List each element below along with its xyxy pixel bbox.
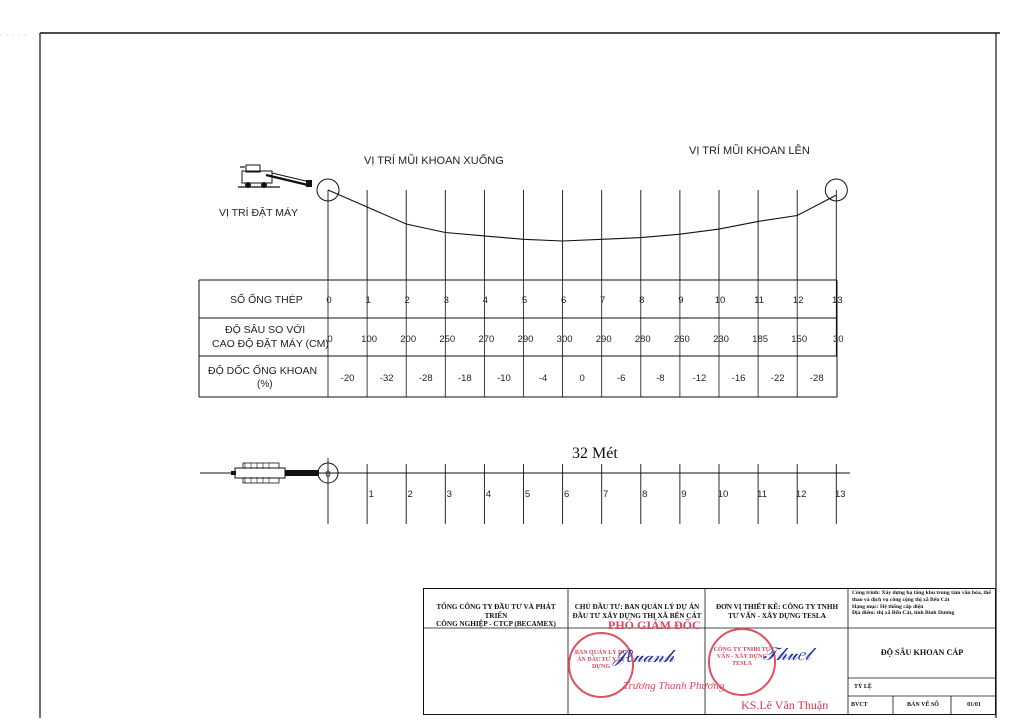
distance-label: 32 Mét <box>572 445 618 462</box>
plan-station-number: 8 <box>642 489 648 500</box>
drill-up-label: VỊ TRÍ MŨI KHOAN LÊN <box>689 145 810 157</box>
owner-line-2: CÔNG NGHIỆP - CTCP (BECAMEX) <box>436 620 556 629</box>
slope-value: 0 <box>579 373 585 384</box>
plan-station-number: 3 <box>446 489 452 500</box>
pipe-number: 0 <box>326 295 332 306</box>
pipe-number: 6 <box>560 295 567 306</box>
pipe-number: 11 <box>754 295 765 306</box>
drawing-title: ĐỘ SÂU KHOAN CÁP <box>880 648 964 657</box>
row-label-depth-2: CAO ĐỘ ĐẶT MÁY (CM) <box>212 338 329 350</box>
depth-value: 270 <box>478 334 495 345</box>
sheet-label: BẢN VẼ SỐ <box>907 702 939 708</box>
slope-value: -18 <box>457 373 472 384</box>
plan-station-number: 12 <box>795 489 807 500</box>
investor-signature-scribble: 𝒥ℓ𝓊𝒶𝓃𝒽 <box>613 646 675 666</box>
depth-value: 100 <box>361 334 378 345</box>
pipe-number: 2 <box>404 295 410 306</box>
project-info-1: Công trình: Xây dựng hạ tầng khu trung tâm văn hóa, thể thao và dịch vụ công cộng thị xã Bến Cát <box>852 590 991 603</box>
designer-signature-scribble: 𝒯𝒽𝓊𝑒𝓁 <box>763 644 811 664</box>
drill-machine-icon <box>238 165 312 188</box>
plan-view <box>200 458 850 524</box>
deputy-name: Trương Thanh Phương <box>623 680 725 692</box>
depth-value: 300 <box>556 334 573 345</box>
row-label-pipe: SỐ ỐNG THÉP <box>230 294 303 306</box>
depth-value: 30 <box>833 334 844 345</box>
code-label: BVCT <box>851 702 868 708</box>
owner-cell <box>425 603 567 629</box>
drill-profile <box>317 179 847 280</box>
row-label-slope-2: (%) <box>257 379 273 390</box>
depth-value: 150 <box>791 334 808 345</box>
slope-value: -28 <box>809 373 824 384</box>
plan-station-number: 0 <box>325 469 331 480</box>
row-label-depth-1: ĐỘ SÂU SO VỚI <box>225 324 306 336</box>
plan-station-number: 2 <box>407 489 413 500</box>
plan-station-number: 5 <box>524 489 531 500</box>
investor-line-1: CHỦ ĐẦU TƯ: BAN QUẢN LÝ DỰ ÁN <box>574 603 700 611</box>
plan-station-number: 13 <box>835 489 846 500</box>
depth-value: 280 <box>634 334 651 345</box>
plan-station-number: 9 <box>681 489 687 500</box>
slope-value: -20 <box>340 373 355 384</box>
pipe-number: 10 <box>714 295 726 306</box>
investor-line-2: ĐẦU TƯ XÂY DỰNG THỊ XÃ BẾN CÁT <box>572 611 702 620</box>
slope-value: -8 <box>656 373 665 384</box>
drill-machine-plan-icon <box>231 463 319 483</box>
designer-line-2: TƯ VẤN - XÂY DỰNG TESLA <box>728 611 826 620</box>
slope-value: -22 <box>770 373 785 384</box>
plan-station-number: 1 <box>368 489 374 500</box>
project-info-cell <box>852 590 992 617</box>
slope-value: -6 <box>617 373 626 384</box>
depth-value: 290 <box>517 334 534 345</box>
plan-station-number: 6 <box>563 489 570 500</box>
designer-stamp-text: CÔNG TY TNHH TƯ VẤN - XÂY DỰNG TESLA <box>713 647 771 667</box>
drill-path-curve <box>328 190 836 241</box>
pipe-number: 7 <box>600 295 606 306</box>
engineer-name: KS.Lê Văn Thuận <box>741 698 829 712</box>
plan-station-number: 11 <box>757 489 768 500</box>
slope-value: -12 <box>692 373 707 384</box>
slope-value: -10 <box>497 373 511 384</box>
designer-line-1: ĐƠN VỊ THIẾT KẾ: CÔNG TY TNHH <box>715 603 839 611</box>
sheet-number: 01/01 <box>967 702 981 708</box>
row-label-slope-1: ĐỘ DỐC ỐNG KHOAN <box>208 365 318 377</box>
depth-value: 200 <box>400 334 417 345</box>
plan-station-number: 10 <box>717 489 729 500</box>
designer-cell <box>707 603 847 620</box>
plan-station-number: 4 <box>485 489 492 500</box>
scale-label: TỶ LỆ <box>854 684 872 690</box>
project-info-2: Hạng mục: Hệ thống cấp điện <box>852 603 924 610</box>
pipe-number: 4 <box>482 295 489 306</box>
pipe-number: 13 <box>832 295 843 306</box>
pipe-number: 3 <box>443 295 449 306</box>
pipe-number: 1 <box>365 295 371 306</box>
slope-value: -32 <box>379 373 394 384</box>
plan-station-number: 7 <box>603 489 609 500</box>
slope-value: -16 <box>731 373 746 384</box>
pipe-number: 8 <box>639 295 645 306</box>
depth-value: 290 <box>595 334 612 345</box>
slope-value: -4 <box>538 373 548 384</box>
slope-value: -28 <box>418 373 433 384</box>
drill-down-label: VỊ TRÍ MŨI KHOAN XUỐNG <box>364 155 504 167</box>
investor-stamp-text: BAN QUẢN LÝ DỰ ÁN ĐẦU TƯ XÂY DỰNG <box>574 650 628 670</box>
depth-value: 260 <box>673 334 690 345</box>
pipe-number: 9 <box>678 295 684 306</box>
depth-value: 250 <box>439 334 456 345</box>
project-info-3: Địa điểm: thị xã Bến Cát, tỉnh Bình Dương <box>852 610 955 617</box>
deputy-title: PHÓ GIÁM ĐỐC <box>608 618 701 632</box>
pipe-number: 5 <box>521 295 528 306</box>
pipe-number: 12 <box>792 295 804 306</box>
depth-value: 0 <box>327 334 333 345</box>
depth-value: 185 <box>752 334 769 345</box>
owner-line-1: TỔNG CÔNG TY ĐẦU TƯ VÀ PHÁT TRIỂN <box>436 603 556 620</box>
depth-value: 230 <box>713 334 729 345</box>
title-block <box>423 588 996 715</box>
machine-label: VỊ TRÍ ĐẶT MÁY <box>219 207 298 219</box>
